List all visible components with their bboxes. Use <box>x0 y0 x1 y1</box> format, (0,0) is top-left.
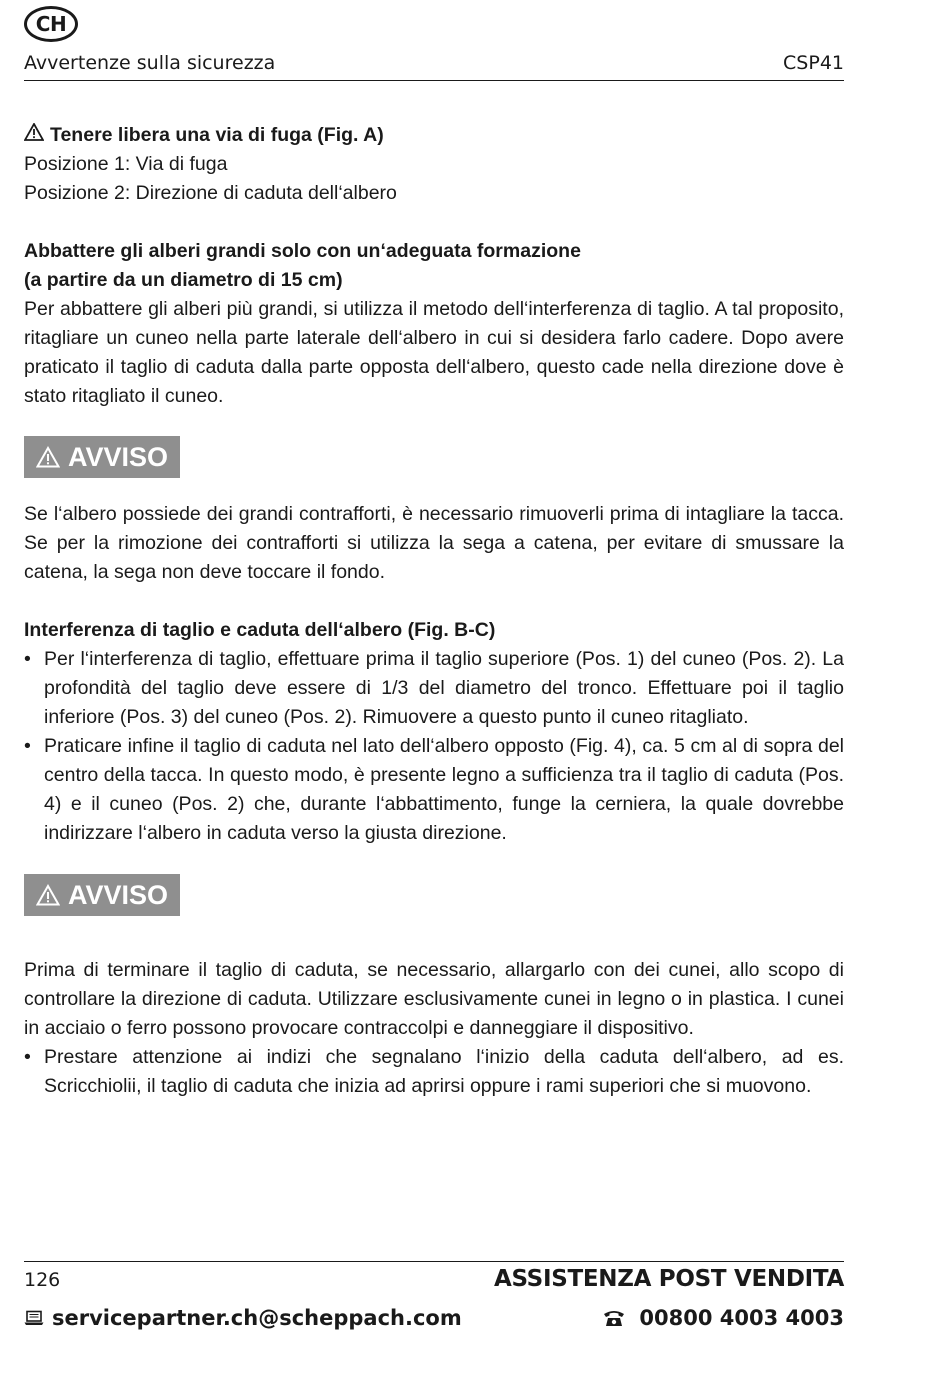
escape-position-2: Posizione 2: Direzione di caduta dell‘albero <box>24 182 397 204</box>
warning-banner <box>24 436 180 478</box>
page-number: 126 <box>24 1269 61 1291</box>
warning-triangle-icon <box>24 121 44 150</box>
final-tips-list <box>24 1043 844 1101</box>
model-code: CSP41 <box>783 52 844 74</box>
large-trees-paragraph: Per abbattere gli alberi più grandi, si utilizza il metodo dell‘interferenza di taglio. A tal proposito, ritagliare un cuneo nella parte laterale dell‘albero in cui si desidera farlo cadere. Dopo avere praticato il taglio di caduta dalla parte opposta dell‘albero, questo cade nella direzione dove è stato ritagliato il cuneo. <box>24 298 844 407</box>
large-trees-heading-line2: (a partire da un diametro di 15 cm) <box>24 269 343 291</box>
felling-heading: Interferenza di taglio e caduta dell‘albero (Fig. B-C) <box>24 619 496 641</box>
warning-label: AVVISO <box>68 441 169 472</box>
email-address: servicepartner.ch@scheppach.com <box>52 1306 462 1330</box>
phone-number: 00800 4003 4003 <box>639 1306 844 1330</box>
warning-banner <box>24 874 180 916</box>
list-item: • Per l‘interferenza di taglio, effettuare prima il taglio superiore (Pos. 1) del cuneo (Pos. 2). La profondità del taglio deve essere di 1/3 del diametro del tronco. Effettuare poi il taglio inferiore (Pos. 3) del cuneo (Pos. 2). Rimuovere a questo punto il cuneo ritagliato. <box>24 645 844 732</box>
page-header <box>24 50 844 81</box>
warning-paragraph: Prima di terminare il taglio di caduta, se necessario, allargarlo con dei cunei, allo scopo di controllare la direzione di caduta. Utilizzare esclusivamente cunei in legno o in plastica. I cunei in acciaio o ferro possono provocare contraccolpi e danneggiare il dispositivo. <box>24 959 844 1039</box>
large-trees-heading-line1: Abbattere gli alberi grandi solo con un‘adeguata formazione <box>24 240 581 262</box>
warning-label: AVVISO <box>68 879 169 910</box>
escape-position-1: Posizione 1: Via di fuga <box>24 153 228 175</box>
service-phone[interactable] <box>603 1306 844 1330</box>
list-item: • Praticare infine il taglio di caduta nel lato dell‘albero opposto (Fig. 4), ca. 5 cm al di sopra del centro della tacca. In questo modo, è presente legno a sufficienza tra il taglio di caduta (Pos. 4) e il cuneo (Pos. 2) che, durante l‘abbattimento, funge la cerniera, la quale dovrebbe indirizzare l‘albero in caduta verso la giusta direzione. <box>24 732 844 848</box>
country-code: CH <box>35 12 67 36</box>
service-title: ASSISTENZA POST VENDITA <box>493 1266 844 1292</box>
escape-route-heading: Tenere libera una via di fuga (Fig. A) <box>24 121 844 150</box>
country-badge <box>24 6 78 42</box>
warning-triangle-icon <box>36 446 60 468</box>
warning-triangle-icon <box>36 884 60 906</box>
service-email[interactable] <box>24 1306 462 1330</box>
phone-icon <box>603 1309 625 1327</box>
section-title: Avvertenze sulla sicurezza <box>24 52 276 74</box>
warning-paragraph: Se l‘albero possiede dei grandi contrafforti, è necessario rimuoverli prima di intagliare la tacca. Se per la rimozione dei contrafforti si utilizza la sega a catena, per evitare di smussare la catena, la sega non deve toccare il fondo. <box>24 503 844 583</box>
laptop-icon <box>24 1310 44 1326</box>
list-item: • Prestare attenzione ai indizi che segnalano l‘inizio della caduta dell‘albero, ad es. Scricchiolii, il taglio di caduta che inizia ad aprirsi oppure i rami superiori che si muovono. <box>24 1043 844 1101</box>
page-content <box>24 121 844 1101</box>
footer-divider <box>24 1261 844 1262</box>
felling-steps-list <box>24 645 844 848</box>
